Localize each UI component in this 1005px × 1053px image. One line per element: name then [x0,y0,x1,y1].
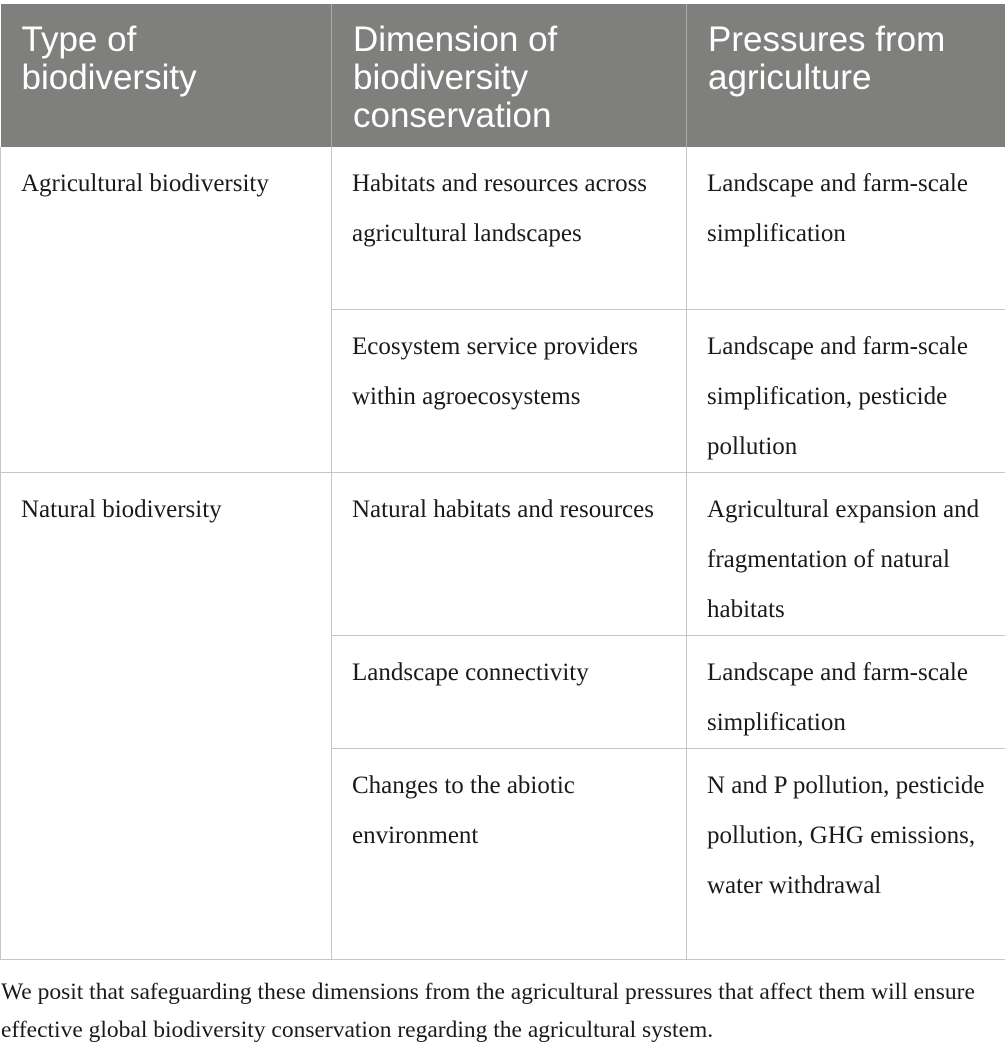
table-row [1,147,1005,309]
header-pressures: Pressures from agriculture [687,4,1005,147]
header-dimension: Dimension of biodiversity conservation [332,4,687,147]
biodiversity-table [0,4,1005,960]
dimension-cell: Natural habitats and resources [332,472,687,635]
header-type-of-biodiversity: Type of biodiversity [1,4,332,147]
table-footnote: We posit that safeguarding these dimensions from the agricultural pressures that affect them will ensure effective global biodiversity conservation regarding the agricultural system. [1,979,975,1043]
table-header [1,4,1005,147]
dimension-cell: Landscape connectivity [332,635,687,748]
pressures-cell: Landscape and farm-scale simplification [687,635,1005,748]
biodiversity-table-container [0,4,1005,960]
table-row [1,472,1005,635]
type-cell-agricultural: Agricultural biodiversity [1,147,332,472]
dimension-cell: Changes to the abiotic environment [332,748,687,959]
pressures-cell: N and P pollution, pesticide pollution, GHG emissions, water withdrawal [687,748,1005,959]
dimension-cell: Habitats and resources across agricultural landscapes [332,147,687,309]
header-row [1,4,1005,147]
pressures-cell: Landscape and farm-scale simplification [687,147,1005,309]
type-cell-natural: Natural biodiversity [1,472,332,959]
dimension-cell: Ecosystem service providers within agroecosystems [332,309,687,472]
pressures-cell: Landscape and farm-scale simplification, pesticide pollution [687,309,1005,472]
table-body [1,147,1005,959]
pressures-cell: Agricultural expansion and fragmentation of natural habitats [687,472,1005,635]
